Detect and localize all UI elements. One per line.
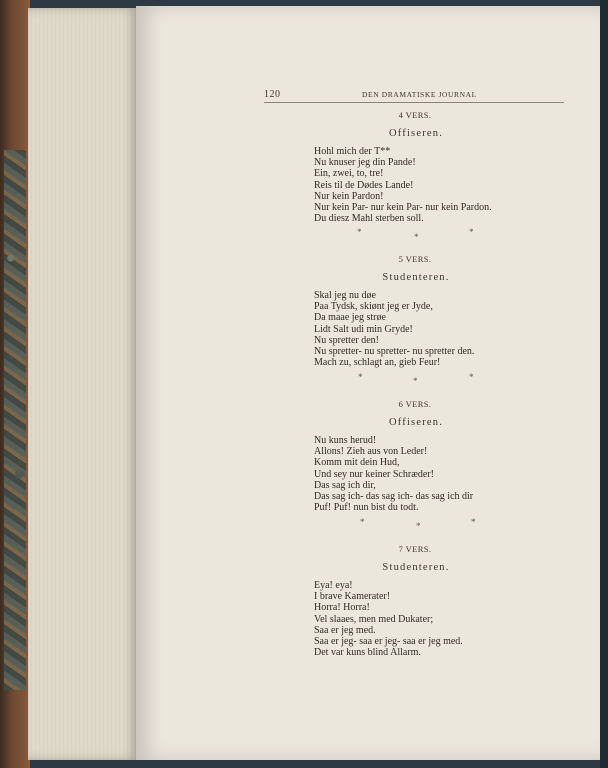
verse-line: Vel slaaes, men med Dukater;	[314, 613, 434, 625]
verse-line: Hohl mich der T**	[314, 146, 391, 157]
verse-line: Skal jeg nu døe	[314, 290, 376, 301]
verse-line: Puf! Puf! nun bist du todt.	[314, 502, 419, 514]
speaker-name: Studenteren.	[382, 272, 450, 283]
separator-star: *	[469, 227, 474, 237]
verse-line: Das sag ich- das sag ich- das sag ich dir	[314, 491, 474, 503]
verse-line: Und sey nur keiner Schræder!	[314, 468, 434, 480]
verse-line: Ein, zwei, to, tre!	[314, 168, 384, 180]
verse-line: Horra! Horra!	[314, 602, 370, 614]
verse-line: Nu knuser jeg din Pande!	[314, 157, 416, 169]
separator-star: *	[469, 372, 474, 382]
speaker-name: Offiseren.	[388, 417, 444, 428]
verse-line: Mach zu, schlagt an, gieb Feur!	[314, 357, 441, 369]
separator-star: *	[471, 517, 476, 527]
speaker-name: Offiseren.	[388, 128, 444, 139]
verse-lines	[314, 435, 584, 513]
verse-line: Nu spretter den!	[314, 334, 379, 346]
page-number: 120	[264, 89, 281, 100]
page-header	[264, 88, 564, 103]
verse-line: Saa er jeg med.	[314, 624, 376, 636]
verse-line: Du diesz Mahl sterben soll.	[314, 213, 424, 225]
verse-line: Nur kein Par- nur kein Par- nur kein Pardon.	[314, 202, 492, 214]
verse-lines	[314, 146, 584, 224]
verse-line: Nu kuns herud!	[314, 435, 377, 446]
verse-line: Das sag ich dir,	[314, 479, 376, 491]
separator-star: *	[413, 376, 418, 386]
verse-line: Allons! Zieh aus von Leder!	[314, 446, 428, 458]
verse-line: Lidt Salt udi min Gryde!	[314, 323, 413, 335]
separator-star: *	[414, 232, 419, 242]
verse-line: Saa er jeg- saa er jeg- saa er jeg med.	[314, 636, 463, 648]
speaker-name: Studenteren.	[382, 562, 450, 573]
verse-line: Nur kein Pardon!	[314, 190, 384, 202]
separator-star: *	[357, 227, 362, 237]
verse-line: I brave Kamerater!	[314, 591, 391, 603]
verse-line: Da maae jeg strøe	[314, 312, 386, 324]
page-edges	[28, 8, 138, 760]
verse-line: Paa Tydsk, skiønt jeg er Jyde,	[314, 301, 433, 313]
verse-label: 4 VERS.	[398, 110, 432, 120]
verse-label: 5 VERS.	[398, 254, 432, 264]
verse-line: Det var kuns blind Allarm.	[314, 647, 421, 659]
book-cover-right	[600, 0, 608, 768]
verse-line: Reis til de Dødes Lande!	[314, 179, 414, 191]
verse-line: Eya! eya!	[314, 580, 353, 591]
running-head: DEN DRAMATISKE JOURNAL	[362, 90, 477, 99]
verse-lines	[314, 580, 584, 658]
separator-star: *	[416, 521, 421, 531]
verse-line: Nu spretter- nu spretter- nu spretter den.	[314, 346, 475, 358]
separator-star: *	[358, 372, 363, 382]
marbled-endpaper	[4, 150, 26, 690]
verse-lines	[314, 290, 584, 368]
verse-label: 6 VERS.	[398, 399, 432, 409]
verse-line: Komm mit dein Hud,	[314, 457, 400, 469]
verse-label: 7 VERS.	[398, 544, 432, 554]
separator-star: *	[360, 517, 365, 527]
